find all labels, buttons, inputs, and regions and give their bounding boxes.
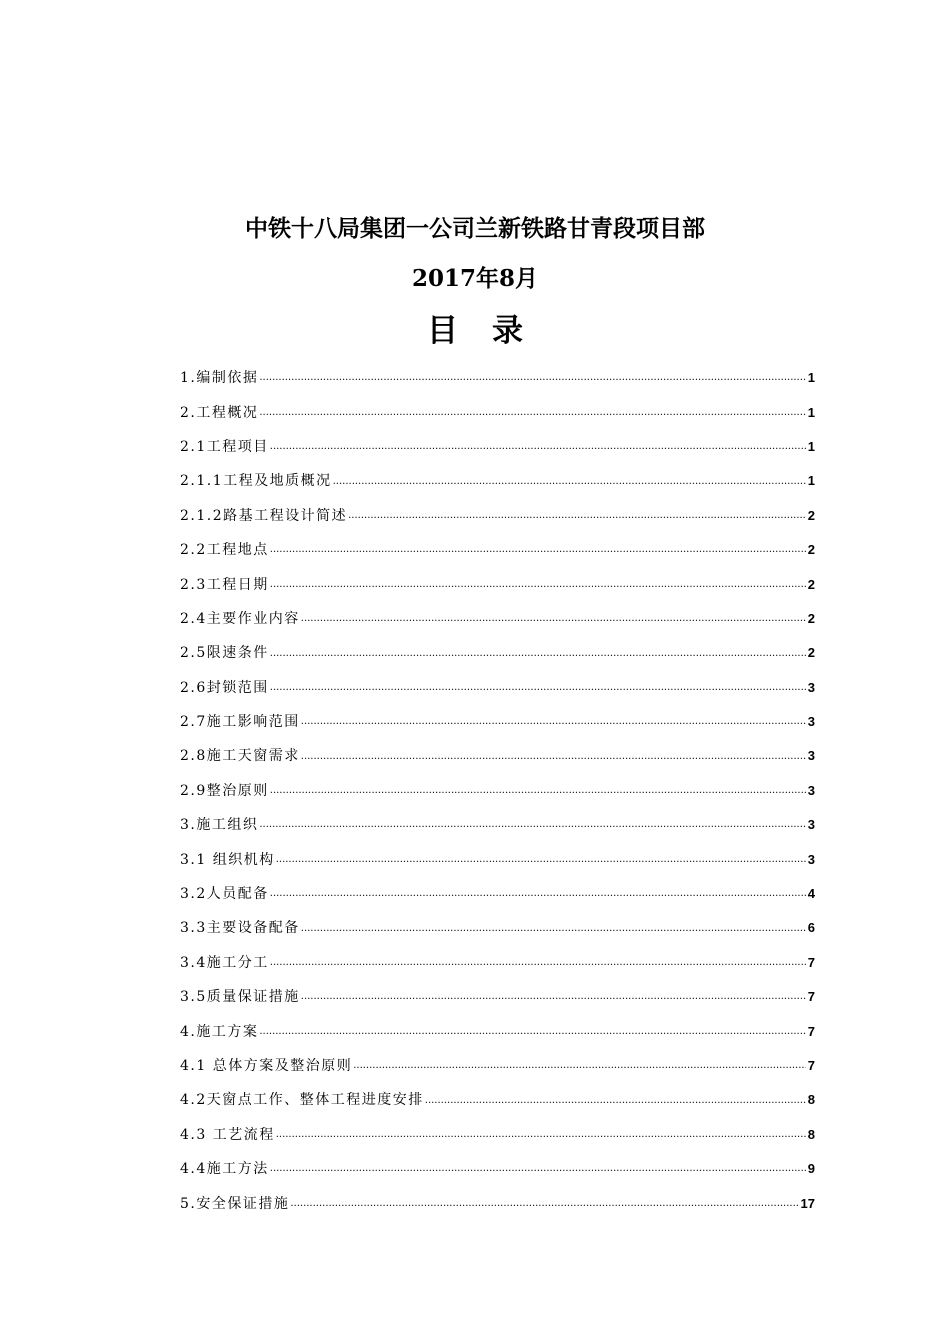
dot-leader bbox=[259, 817, 806, 842]
toc-entry-page-number: 3 bbox=[807, 817, 815, 833]
toc-entry-page-number: 2 bbox=[807, 576, 815, 592]
dot-leader bbox=[259, 1024, 806, 1049]
toc-entry-page-number: 3 bbox=[807, 782, 815, 798]
toc-entry[interactable] bbox=[180, 1049, 815, 1083]
organization-heading: 中铁十八局集团一公司兰新铁路甘青段项目部 bbox=[245, 215, 705, 242]
toc-entry-page-number: 3 bbox=[807, 748, 815, 764]
toc-entry-page-number: 2 bbox=[807, 507, 815, 523]
toc-entry-title: 4.1 总体方案及整治原则 bbox=[180, 1058, 353, 1074]
toc-entry-title: 4.2天窗点工作、整体工程进度安排 bbox=[180, 1092, 424, 1109]
toc-entry-page-number: 2 bbox=[807, 610, 815, 626]
dot-leader bbox=[333, 474, 806, 499]
dot-leader bbox=[290, 1196, 799, 1221]
toc-entry-title: 3.1 组织机构 bbox=[180, 851, 275, 868]
dot-leader bbox=[276, 852, 806, 877]
dot-leader bbox=[270, 783, 806, 808]
dot-leader bbox=[301, 989, 806, 1014]
toc-entry-title: 4.3 工艺流程 bbox=[180, 1126, 275, 1143]
toc-entry[interactable] bbox=[180, 774, 815, 808]
toc-entry-page-number: 17 bbox=[800, 1195, 815, 1211]
toc-entry-title: 2.1.1工程及地质概况 bbox=[180, 473, 332, 490]
dot-leader bbox=[353, 1058, 806, 1083]
dot-leader bbox=[301, 611, 806, 636]
toc-entry-page-number: 3 bbox=[807, 714, 815, 730]
toc-entry-page-number: 7 bbox=[807, 989, 815, 1005]
toc-entry-title: 2.6封锁范围 bbox=[180, 679, 269, 696]
dot-leader bbox=[348, 508, 806, 533]
toc-entry[interactable] bbox=[180, 877, 815, 911]
toc-entry-page-number: 7 bbox=[807, 1058, 815, 1073]
dot-leader bbox=[270, 577, 806, 602]
toc-entry-title: 3.施工组织 bbox=[180, 817, 259, 834]
toc-entry-title: 2.7施工影响范围 bbox=[180, 714, 300, 731]
toc-entry-page-number: 3 bbox=[807, 679, 815, 695]
toc-entry-page-number: 7 bbox=[807, 1023, 815, 1039]
dot-leader bbox=[270, 680, 806, 705]
toc-entry-title: 2.1工程项目 bbox=[180, 438, 269, 455]
toc-entry-page-number: 8 bbox=[807, 1126, 815, 1142]
dot-leader bbox=[270, 646, 806, 671]
dot-leader bbox=[270, 542, 806, 567]
dot-leader bbox=[259, 405, 806, 430]
toc-entry-title: 2.5限速条件 bbox=[180, 645, 269, 662]
toc-entry-title: 1.编制依据 bbox=[180, 370, 259, 387]
document-date: 2017年8月 bbox=[411, 265, 539, 292]
toc-entry-title: 4.施工方案 bbox=[180, 1023, 259, 1040]
dot-leader bbox=[270, 886, 806, 911]
toc-entry[interactable] bbox=[180, 395, 815, 429]
toc-entry[interactable] bbox=[180, 1186, 815, 1220]
toc-entry-page-number: 4 bbox=[807, 886, 815, 902]
toc-entry-title: 3.2人员配备 bbox=[180, 886, 269, 903]
toc-entry[interactable] bbox=[180, 911, 815, 945]
dot-leader bbox=[276, 1127, 806, 1152]
toc-entry[interactable] bbox=[180, 705, 815, 739]
toc-entry[interactable] bbox=[180, 1014, 815, 1048]
toc-entry-title: 4.4施工方法 bbox=[180, 1161, 269, 1178]
table-of-contents bbox=[180, 361, 815, 1221]
toc-entry-title: 3.4施工分工 bbox=[180, 954, 269, 971]
toc-entry-title: 5.安全保证措施 bbox=[180, 1195, 290, 1212]
toc-entry-title: 3.3主要设备配备 bbox=[180, 920, 300, 937]
toc-entry-page-number: 1 bbox=[807, 404, 815, 420]
toc-entry-page-number: 9 bbox=[807, 1161, 815, 1177]
toc-entry-page-number: 7 bbox=[807, 954, 815, 970]
toc-entry-page-number: 1 bbox=[807, 473, 815, 489]
toc-entry-title: 2.工程概况 bbox=[180, 404, 259, 421]
toc-entry[interactable] bbox=[180, 361, 815, 395]
toc-entry[interactable] bbox=[180, 946, 815, 980]
toc-entry-page-number: 2 bbox=[807, 645, 815, 661]
toc-entry[interactable] bbox=[180, 636, 815, 670]
toc-entry-title: 2.4主要作业内容 bbox=[180, 610, 300, 627]
toc-entry-title: 2.8施工天窗需求 bbox=[180, 748, 300, 765]
dot-leader bbox=[425, 1093, 806, 1118]
toc-entry-title: 2.1.2路基工程设计简述 bbox=[180, 507, 348, 524]
toc-entry-page-number: 6 bbox=[807, 920, 815, 936]
toc-entry-title: 2.2工程地点 bbox=[180, 542, 269, 559]
dot-leader bbox=[270, 955, 806, 980]
toc-entry-page-number: 2 bbox=[807, 542, 815, 558]
toc-entry-page-number: 8 bbox=[807, 1092, 815, 1108]
toc-title: 目录 bbox=[427, 313, 557, 349]
dot-leader bbox=[259, 370, 806, 395]
toc-entry-page-number: 1 bbox=[807, 438, 815, 454]
toc-entry[interactable] bbox=[180, 1118, 815, 1152]
dot-leader bbox=[301, 921, 806, 946]
toc-entry[interactable] bbox=[180, 1083, 815, 1117]
dot-leader bbox=[301, 749, 806, 774]
toc-entry[interactable] bbox=[180, 499, 815, 533]
toc-entry[interactable] bbox=[180, 533, 815, 567]
toc-entry[interactable] bbox=[180, 464, 815, 498]
toc-entry-title: 2.9整治原则 bbox=[180, 782, 269, 799]
dot-leader bbox=[270, 439, 806, 464]
toc-entry[interactable] bbox=[180, 980, 815, 1014]
toc-entry[interactable] bbox=[180, 739, 815, 773]
dot-leader bbox=[301, 714, 806, 739]
toc-entry-title: 3.5质量保证措施 bbox=[180, 989, 300, 1006]
toc-entry[interactable] bbox=[180, 842, 815, 876]
toc-entry-page-number: 1 bbox=[807, 370, 815, 386]
toc-entry[interactable] bbox=[180, 1152, 815, 1186]
toc-entry[interactable] bbox=[180, 671, 815, 705]
toc-entry[interactable] bbox=[180, 430, 815, 464]
toc-entry[interactable] bbox=[180, 808, 815, 842]
dot-leader bbox=[270, 1161, 806, 1186]
toc-entry-title: 2.3工程日期 bbox=[180, 576, 269, 593]
toc-entry[interactable] bbox=[180, 567, 815, 601]
toc-entry[interactable] bbox=[180, 602, 815, 636]
toc-entry-page-number: 3 bbox=[807, 851, 815, 867]
